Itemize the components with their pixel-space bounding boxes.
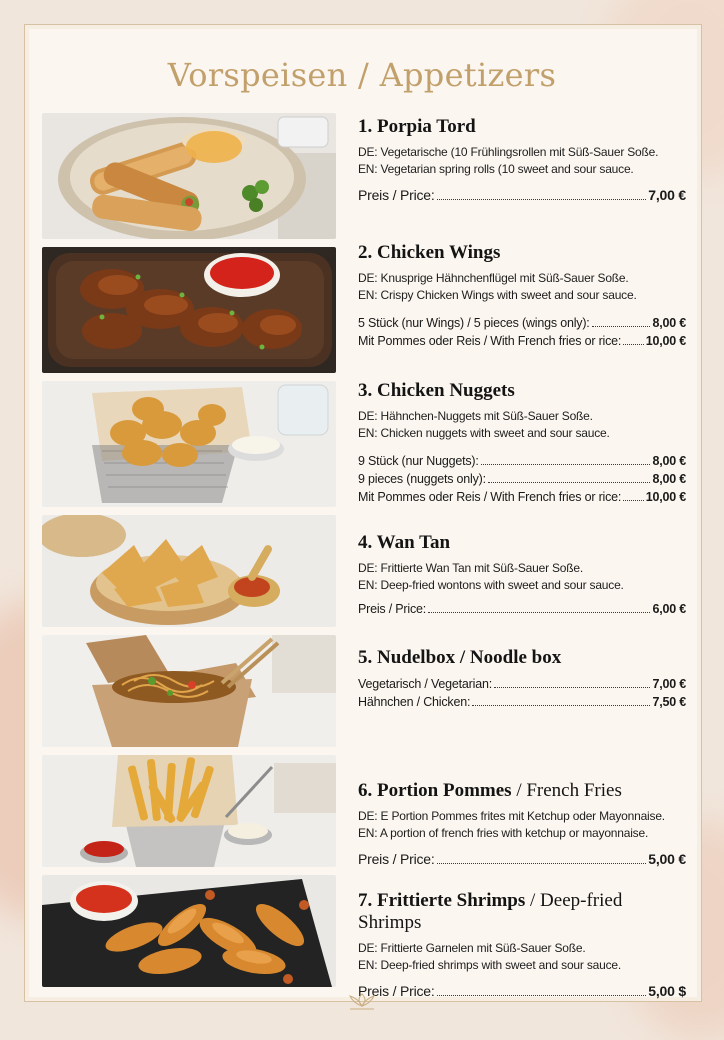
menu-item	[358, 532, 686, 618]
wontons-photo	[42, 515, 336, 627]
item-desc-de: DE: E Portion Pommes frites mit Ketchup oder Mayonnaise.	[358, 809, 665, 823]
noodle-box-photo	[42, 635, 336, 747]
item-desc-en: EN: Chicken nuggets with sweet and sour sauce.	[358, 426, 610, 440]
price-row	[358, 982, 686, 1000]
item-desc-de: DE: Frittierte Wan Tan mit Süß-Sauer Soße.	[358, 561, 584, 575]
item-desc-de: DE: Vegetarische (10 Frühlingsrollen mit Süß-Sauer Soße.	[358, 145, 659, 159]
page-title: Vorspeisen / Appetizers	[167, 56, 557, 94]
item-title: 4. Wan Tan	[358, 532, 451, 553]
price-label: Mit Pommes oder Reis / With French fries or rice:	[358, 490, 622, 504]
price-label: Preis / Price:	[358, 983, 435, 999]
price-value: 10,00 €	[645, 490, 686, 504]
price-row	[358, 470, 686, 488]
price-row	[358, 600, 686, 618]
price-label: 5 Stück (nur Wings) / 5 pieces (wings only):	[358, 316, 590, 330]
price-value: 7,00 €	[652, 677, 686, 691]
item-desc-de: DE: Knusprige Hähnchenflügel mit Süß-Sauer Soße.	[358, 271, 629, 285]
menu-item	[358, 647, 686, 711]
price-leader	[472, 696, 650, 706]
price-leader	[623, 491, 644, 501]
price-leader	[481, 455, 651, 465]
price-row	[358, 675, 686, 693]
price-value: 5,00 €	[648, 851, 686, 867]
price-row	[358, 314, 686, 332]
price-value: 7,00 €	[648, 187, 686, 203]
price-row	[358, 850, 686, 868]
price-label: Vegetarisch / Vegetarian:	[358, 677, 492, 691]
price-leader	[592, 317, 651, 327]
price-value: 5,00 $	[648, 983, 686, 999]
item-desc-en: EN: A portion of french fries with ketchup or mayonnaise.	[358, 826, 649, 840]
menu-item	[358, 242, 686, 350]
price-value: 7,50 €	[652, 695, 686, 709]
price-label: 9 Stück (nur Nuggets):	[358, 454, 479, 468]
menu-item	[358, 116, 686, 204]
item-title: 5. Nudelbox / Noodle box	[358, 647, 562, 668]
french-fries-photo	[42, 755, 336, 867]
price-leader	[437, 854, 647, 864]
item-desc-en: EN: Vegetarian spring rolls (10 sweet and sour sauce.	[358, 162, 634, 176]
price-leader	[494, 678, 650, 688]
price-leader	[428, 603, 650, 613]
price-row	[358, 452, 686, 470]
price-label: Preis / Price:	[358, 187, 435, 203]
fried-shrimps-photo	[42, 875, 336, 987]
menu-item	[358, 380, 686, 506]
item-title: 3. Chicken Nuggets	[358, 380, 515, 401]
item-desc-en: EN: Deep-fried wontons with sweet and sour sauce.	[358, 578, 624, 592]
item-desc-de: DE: Hähnchen-Nuggets mit Süß-Sauer Soße.	[358, 409, 593, 423]
price-leader	[437, 986, 647, 996]
price-label: Hähnchen / Chicken:	[358, 695, 471, 709]
price-label: Mit Pommes oder Reis / With French fries or rice:	[358, 334, 622, 348]
spring-rolls-photo	[42, 113, 336, 239]
item-desc-en: EN: Deep-fried shrimps with sweet and sour sauce.	[358, 958, 621, 972]
item-desc-en: EN: Crispy Chicken Wings with sweet and sour sauce.	[358, 288, 637, 302]
price-row	[358, 693, 686, 711]
chicken-wings-photo	[42, 247, 336, 373]
price-value: 8,00 €	[652, 454, 686, 468]
price-value: 8,00 €	[652, 472, 686, 486]
price-label: Preis / Price:	[358, 602, 427, 616]
item-title: 1. Porpia Tord	[358, 116, 476, 137]
price-leader	[623, 335, 644, 345]
chicken-nuggets-photo	[42, 381, 336, 507]
price-leader	[437, 190, 647, 200]
price-value: 10,00 €	[645, 334, 686, 348]
price-value: 6,00 €	[652, 602, 686, 616]
item-desc-de: DE: Frittierte Garnelen mit Süß-Sauer Soße.	[358, 941, 586, 955]
item-title: 7. Frittierte Shrimps / Deep-fried Shrimps	[358, 890, 623, 933]
price-leader	[488, 473, 651, 483]
price-label: 9 pieces (nuggets only):	[358, 472, 486, 486]
item-title: 2. Chicken Wings	[358, 242, 501, 263]
menu-item	[358, 890, 686, 1000]
item-title: 6. Portion Pommes / French Fries	[358, 780, 622, 801]
price-row	[358, 332, 686, 350]
price-value: 8,00 €	[652, 316, 686, 330]
price-row	[358, 186, 686, 204]
price-label: Preis / Price:	[358, 851, 435, 867]
lotus-logo-icon	[342, 990, 382, 1012]
price-row	[358, 488, 686, 506]
menu-item	[358, 780, 686, 868]
